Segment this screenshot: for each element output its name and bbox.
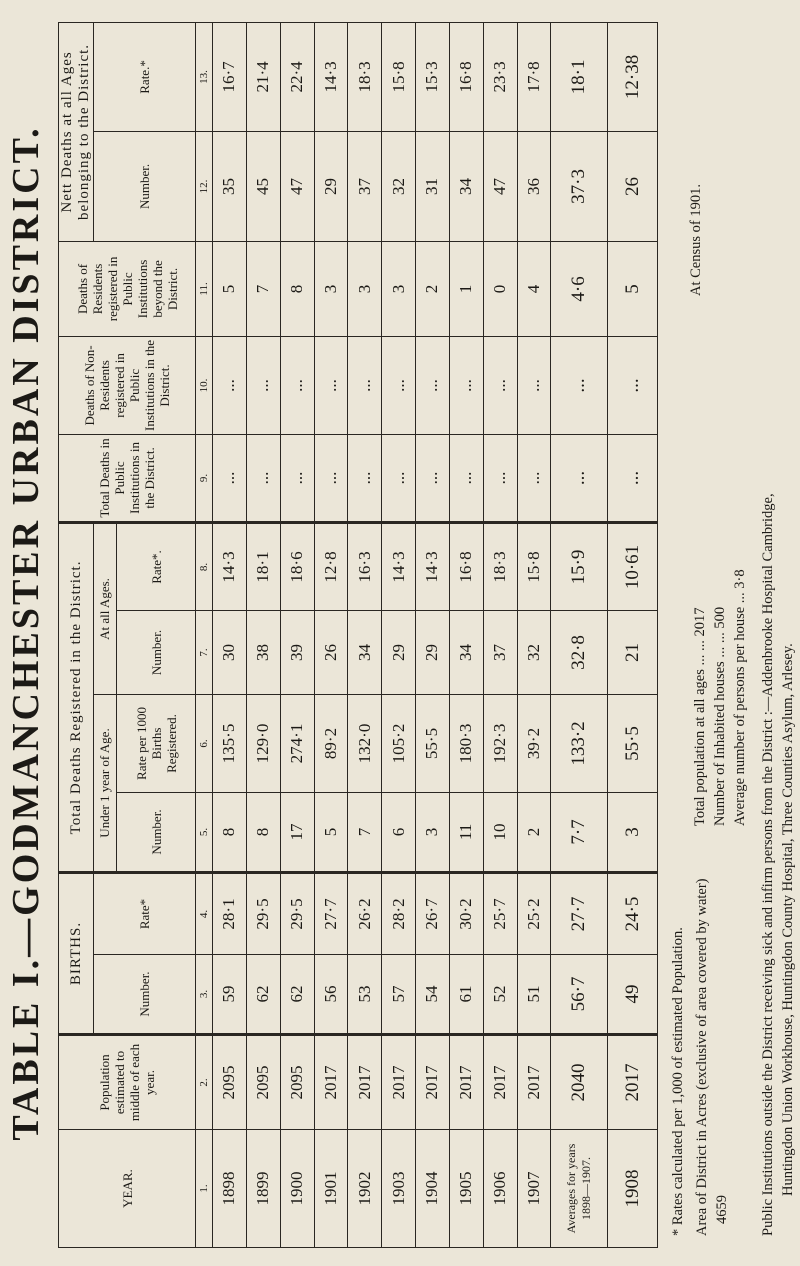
column-number: 5. — [196, 792, 213, 872]
cell-births_r: 27·7 — [551, 872, 608, 954]
cell-pop: 2017 — [449, 1035, 483, 1130]
public-institutions-line-2: Huntingdon Union Workhouse, Huntingdon County Hospital, Three Counties Asylum, Arlesey. — [780, 643, 796, 1196]
cell-all_r: 14·3 — [416, 522, 450, 610]
cell-year: 1899 — [246, 1130, 280, 1248]
cell-births_r: 25·2 — [517, 872, 551, 954]
cell-nett_n: 47 — [280, 131, 314, 241]
cell-births_r: 28·2 — [382, 872, 416, 954]
cell-inf_r: 274·1 — [280, 694, 314, 792]
cell-births_n: 54 — [416, 955, 450, 1035]
cell-inf_r: 105·2 — [382, 694, 416, 792]
cell-inf_r: 55·5 — [416, 694, 450, 792]
cell-inf_n: 5 — [314, 792, 348, 872]
table-body — [213, 22, 658, 1247]
cell-all_r: 18·3 — [483, 522, 517, 610]
cell-all_r: 10·61 — [608, 522, 658, 610]
header-total-deaths: Total Deaths Registered in the District. — [59, 522, 94, 872]
table-row — [348, 22, 382, 1247]
table-row — [280, 22, 314, 1247]
cell-births_n: 53 — [348, 955, 382, 1035]
cell-resb: 3 — [314, 241, 348, 336]
cell-pop: 2017 — [348, 1035, 382, 1130]
cell-year: 1906 — [483, 1130, 517, 1248]
header-nett-deaths: Nett Deaths at all Ages belonging to the District. — [59, 22, 94, 241]
total-population-line: Total population at all ages ... ... 2017 — [692, 607, 708, 826]
cell-nett_n: 35 — [213, 131, 247, 241]
public-institutions-line-1: Public Institutions outside the District receiving sick and infirm persons from the District :—Addenbrooke Hospital Cambridge, — [760, 493, 776, 1236]
cell-resb: 5 — [608, 241, 658, 336]
cell-births_n: 52 — [483, 955, 517, 1035]
cell-pop: 2017 — [608, 1035, 658, 1130]
area-value: 4659 — [714, 1195, 730, 1224]
cell-inf_n: 3 — [416, 792, 450, 872]
header-residents-beyond: Deaths of Residents registered in Public Institutions beyond the District. — [59, 241, 196, 336]
census-label: At Census of 1901. — [688, 184, 704, 296]
column-number: 10. — [196, 336, 213, 434]
column-number: 1. — [196, 1130, 213, 1248]
cell-all_n: 38 — [246, 610, 280, 694]
cell-births_n: 49 — [608, 955, 658, 1035]
cell-births_n: 56·7 — [551, 955, 608, 1035]
table-row — [213, 22, 247, 1247]
table-row — [382, 22, 416, 1247]
cell-all_n: 37 — [483, 610, 517, 694]
cell-all_r: 14·3 — [382, 522, 416, 610]
header-infant-number: Number. — [117, 792, 196, 872]
header-all-number: Number. — [117, 610, 196, 694]
cell-inf_r: 180·3 — [449, 694, 483, 792]
cell-nonres: ... — [246, 336, 280, 434]
area-block — [692, 836, 732, 1236]
cell-resb: 5 — [213, 241, 247, 336]
cell-inf_r: 135·5 — [213, 694, 247, 792]
cell-inf_n: 7·7 — [551, 792, 608, 872]
cell-all_n: 26 — [314, 610, 348, 694]
column-number: 12. — [196, 131, 213, 241]
cell-year: 1903 — [382, 1130, 416, 1248]
cell-inf_r: 39·2 — [517, 694, 551, 792]
cell-pop: 2017 — [517, 1035, 551, 1130]
table-row — [449, 22, 483, 1247]
cell-year: 1900 — [280, 1130, 314, 1248]
cell-nett_n: 31 — [416, 131, 450, 241]
header-births-rate: Rate* — [94, 872, 196, 954]
cell-all_n: 21 — [608, 610, 658, 694]
cell-inf_n: 10 — [483, 792, 517, 872]
cell-nett_r: 18·1 — [551, 22, 608, 131]
cell-resb: 4 — [517, 241, 551, 336]
cell-nett_n: 29 — [314, 131, 348, 241]
cell-all_r: 15·8 — [517, 522, 551, 610]
cell-resb: 0 — [483, 241, 517, 336]
cell-births_r: 26·2 — [348, 872, 382, 954]
cell-pop: 2040 — [551, 1035, 608, 1130]
header-year: YEAR. — [59, 1130, 196, 1248]
cell-births_n: 57 — [382, 955, 416, 1035]
cell-pop: 2017 — [483, 1035, 517, 1130]
table-row — [517, 22, 551, 1247]
persons-per-house-line: Average number of persons per house ... 3·8 — [732, 569, 748, 826]
year-1908-row — [608, 22, 658, 1247]
cell-pop: 2017 — [382, 1035, 416, 1130]
cell-nett_r: 18·3 — [348, 22, 382, 131]
cell-nonres: ... — [551, 336, 608, 434]
column-number: 4. — [196, 872, 213, 954]
cell-resb: 4·6 — [551, 241, 608, 336]
cell-births_n: 51 — [517, 955, 551, 1035]
header-nett-number: Number. — [94, 131, 196, 241]
cell-resb: 3 — [348, 241, 382, 336]
cell-year: 1898 — [213, 1130, 247, 1248]
cell-inf_n: 8 — [213, 792, 247, 872]
cell-nett_n: 45 — [246, 131, 280, 241]
cell-nett_n: 36 — [517, 131, 551, 241]
cell-births_r: 30·2 — [449, 872, 483, 954]
cell-all_n: 34 — [449, 610, 483, 694]
cell-births_n: 61 — [449, 955, 483, 1035]
averages-row — [551, 22, 608, 1247]
cell-inf_n: 17 — [280, 792, 314, 872]
header-births-number: Number. — [94, 955, 196, 1035]
table-title: TABLE I.—GODMANCHESTER URBAN DISTRICT. — [5, 125, 47, 1141]
cell-all_n: 29 — [416, 610, 450, 694]
cell-pub: ... — [517, 434, 551, 522]
header-non-residents: Deaths of Non-Residents registered in Public Institutions in the District. — [59, 336, 196, 434]
cell-nett_n: 37 — [348, 131, 382, 241]
cell-resb: 8 — [280, 241, 314, 336]
cell-nonres: ... — [416, 336, 450, 434]
cell-inf_n: 11 — [449, 792, 483, 872]
cell-nett_r: 16·7 — [213, 22, 247, 131]
cell-pub: ... — [314, 434, 348, 522]
cell-nonres: ... — [517, 336, 551, 434]
cell-nett_n: 34 — [449, 131, 483, 241]
cell-births_r: 29·5 — [246, 872, 280, 954]
public-institutions-note — [758, 36, 798, 1236]
cell-pop: 2095 — [280, 1035, 314, 1130]
header-births: BIRTHS. — [59, 872, 94, 1034]
cell-nett_r: 21·4 — [246, 22, 280, 131]
cell-inf_r: 132·0 — [348, 694, 382, 792]
cell-nonres: ... — [314, 336, 348, 434]
cell-year: 1905 — [449, 1130, 483, 1248]
table-row — [314, 22, 348, 1247]
cell-year: Averages for years 1898—1907. — [551, 1130, 608, 1248]
cell-pop: 2095 — [213, 1035, 247, 1130]
table-row — [246, 22, 280, 1247]
cell-nett_r: 15·8 — [382, 22, 416, 131]
cell-pop: 2017 — [416, 1035, 450, 1130]
cell-inf_n: 7 — [348, 792, 382, 872]
rates-note: * Rates calculated per 1,000 of estimated Population. — [670, 927, 686, 1236]
cell-inf_n: 2 — [517, 792, 551, 872]
cell-pub: ... — [348, 434, 382, 522]
statistics-table — [58, 22, 658, 1248]
cell-births_n: 62 — [246, 955, 280, 1035]
cell-births_n: 62 — [280, 955, 314, 1035]
cell-all_n: 29 — [382, 610, 416, 694]
cell-year: 1901 — [314, 1130, 348, 1248]
cell-inf_r: 192·3 — [483, 694, 517, 792]
cell-inf_r: 129·0 — [246, 694, 280, 792]
cell-pop: 2017 — [314, 1035, 348, 1130]
cell-nett_n: 32 — [382, 131, 416, 241]
inhabited-houses-line: Number of Inhabited houses ... ... 500 — [712, 606, 728, 826]
cell-nett_r: 22·4 — [280, 22, 314, 131]
cell-pop: 2095 — [246, 1035, 280, 1130]
cell-all_r: 15·9 — [551, 522, 608, 610]
table-row — [416, 22, 450, 1247]
cell-births_r: 24·5 — [608, 872, 658, 954]
cell-births_r: 28·1 — [213, 872, 247, 954]
cell-births_r: 26·7 — [416, 872, 450, 954]
area-label: Area of District in Acres (exclusive of area covered by water) — [694, 878, 710, 1236]
cell-nonres: ... — [280, 336, 314, 434]
cell-all_r: 16·3 — [348, 522, 382, 610]
cell-nonres: ... — [483, 336, 517, 434]
column-number: 9. — [196, 434, 213, 522]
column-number: 7. — [196, 610, 213, 694]
cell-pub: ... — [246, 434, 280, 522]
column-number-row — [196, 22, 213, 1247]
header-under-one: Under 1 year of Age. — [94, 694, 117, 872]
cell-pub: ... — [213, 434, 247, 522]
cell-year: 1908 — [608, 1130, 658, 1248]
cell-pub: ... — [382, 434, 416, 522]
census-figures — [690, 306, 750, 826]
cell-nett_r: 12·38 — [608, 22, 658, 131]
cell-resb: 1 — [449, 241, 483, 336]
cell-births_r: 25·7 — [483, 872, 517, 954]
column-number: 8. — [196, 522, 213, 610]
column-number: 3. — [196, 955, 213, 1035]
column-number: 6. — [196, 694, 213, 792]
cell-resb: 2 — [416, 241, 450, 336]
cell-inf_r: 55·5 — [608, 694, 658, 792]
cell-all_r: 18·1 — [246, 522, 280, 610]
cell-year: 1904 — [416, 1130, 450, 1248]
cell-all_n: 30 — [213, 610, 247, 694]
header-nett-rate: Rate.* — [94, 22, 196, 131]
cell-inf_n: 8 — [246, 792, 280, 872]
cell-all_r: 14·3 — [213, 522, 247, 610]
cell-resb: 3 — [382, 241, 416, 336]
cell-inf_n: 3 — [608, 792, 658, 872]
cell-all_r: 16·8 — [449, 522, 483, 610]
column-number: 11. — [196, 241, 213, 336]
cell-all_n: 32 — [517, 610, 551, 694]
cell-nonres: ... — [382, 336, 416, 434]
cell-all_r: 18·6 — [280, 522, 314, 610]
cell-all_r: 12·8 — [314, 522, 348, 610]
cell-all_n: 39 — [280, 610, 314, 694]
header-public-institutions: Total Deaths in Public Institutions in the District. — [59, 434, 196, 522]
cell-nett_r: 15·3 — [416, 22, 450, 131]
cell-all_n: 32·8 — [551, 610, 608, 694]
cell-nett_r: 14·3 — [314, 22, 348, 131]
cell-inf_r: 133·2 — [551, 694, 608, 792]
cell-pub: ... — [608, 434, 658, 522]
cell-pub: ... — [483, 434, 517, 522]
cell-nett_r: 23·3 — [483, 22, 517, 131]
header-infant-rate: Rate per 1000 Births Registered. — [117, 694, 196, 792]
cell-births_r: 27·7 — [314, 872, 348, 954]
cell-inf_n: 6 — [382, 792, 416, 872]
cell-inf_r: 89·2 — [314, 694, 348, 792]
table-row — [483, 22, 517, 1247]
column-number: 13. — [196, 22, 213, 131]
cell-nett_n: 26 — [608, 131, 658, 241]
cell-births_n: 59 — [213, 955, 247, 1035]
cell-births_r: 29·5 — [280, 872, 314, 954]
cell-year: 1902 — [348, 1130, 382, 1248]
cell-nett_r: 17·8 — [517, 22, 551, 131]
cell-nonres: ... — [348, 336, 382, 434]
cell-year: 1907 — [517, 1130, 551, 1248]
cell-pub: ... — [280, 434, 314, 522]
cell-births_n: 56 — [314, 955, 348, 1035]
cell-nett_n: 37·3 — [551, 131, 608, 241]
cell-resb: 7 — [246, 241, 280, 336]
cell-pub: ... — [551, 434, 608, 522]
column-number: 2. — [196, 1035, 213, 1130]
cell-nonres: ... — [608, 336, 658, 434]
cell-nonres: ... — [213, 336, 247, 434]
cell-pub: ... — [449, 434, 483, 522]
header-all-rate: Rate*. — [117, 522, 196, 610]
header-population: Population estimated to middle of each year. — [59, 1035, 196, 1130]
cell-nett_n: 47 — [483, 131, 517, 241]
cell-nett_r: 16·8 — [449, 22, 483, 131]
cell-all_n: 34 — [348, 610, 382, 694]
cell-nonres: ... — [449, 336, 483, 434]
cell-pub: ... — [416, 434, 450, 522]
header-all-ages: At all Ages. — [94, 522, 117, 694]
